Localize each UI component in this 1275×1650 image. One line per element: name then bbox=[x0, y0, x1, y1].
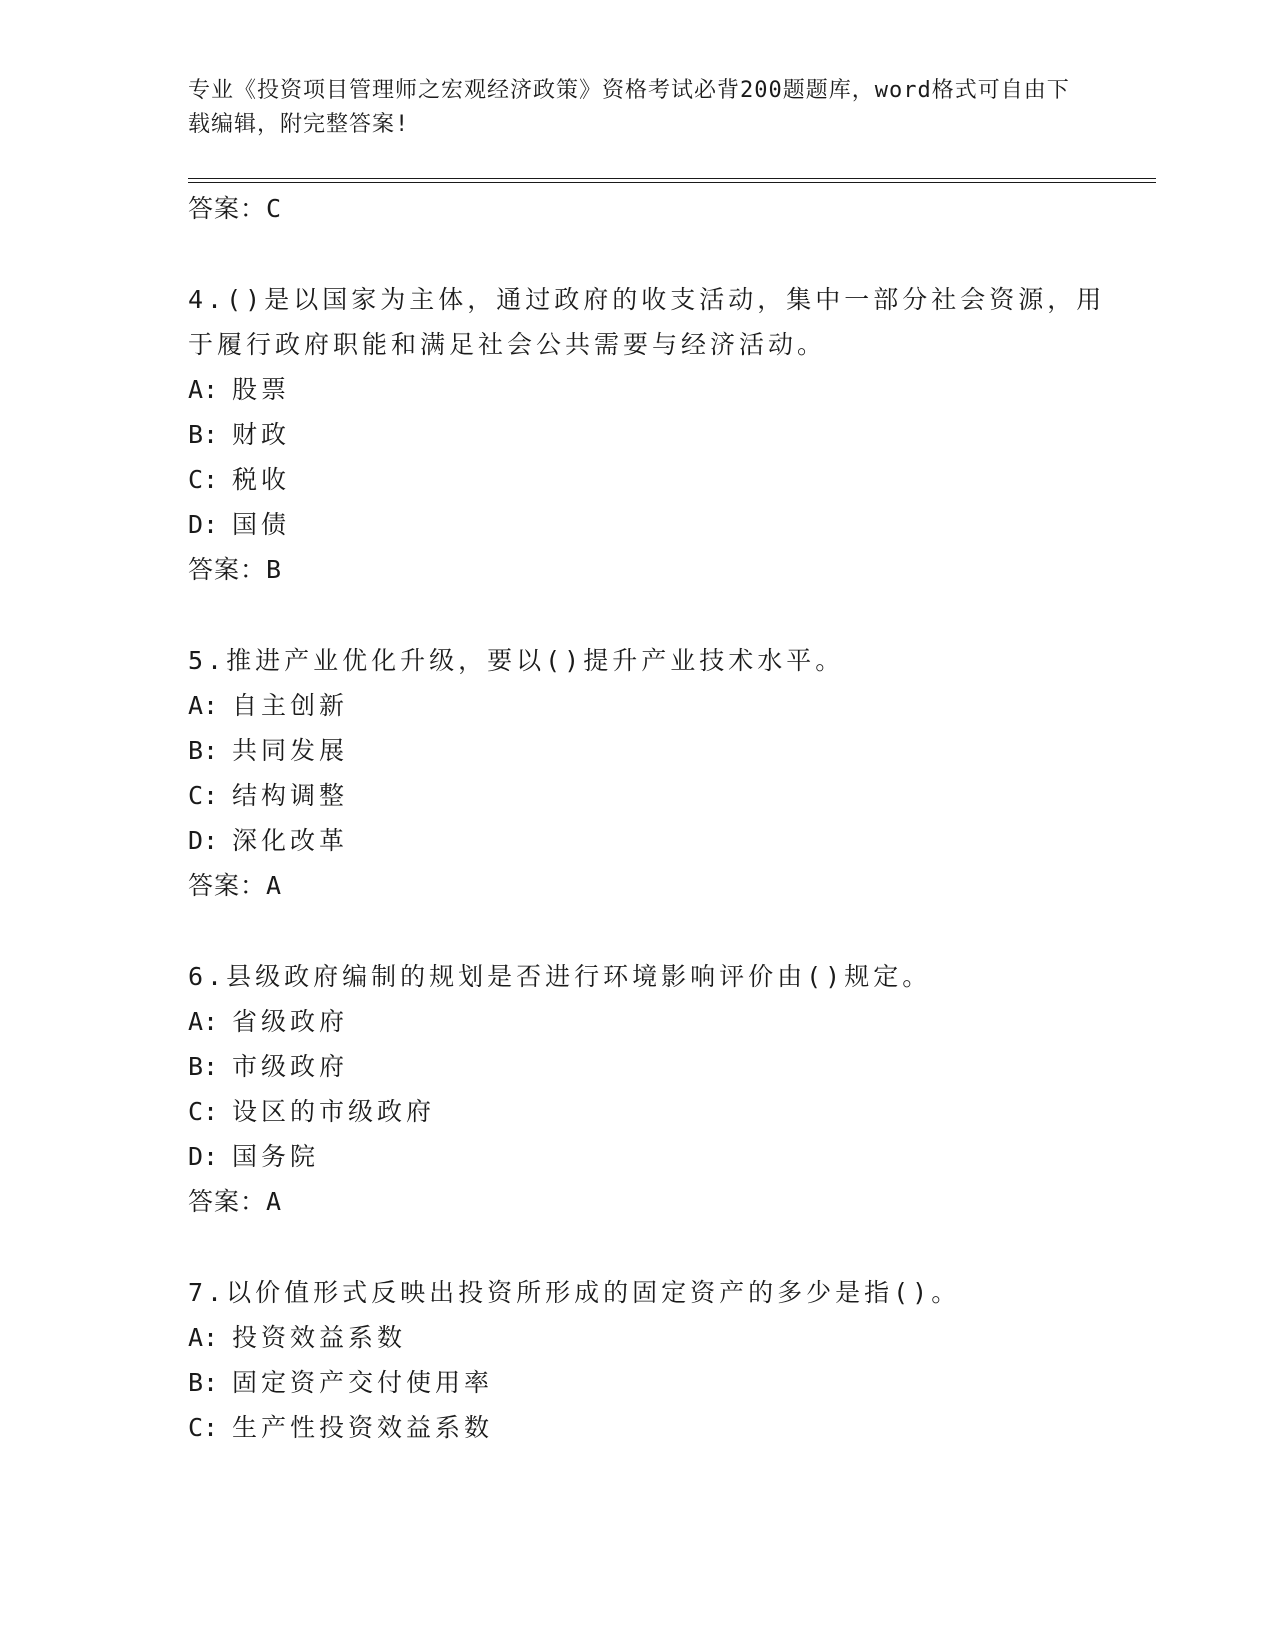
option-text: 设区的市级政府 bbox=[232, 1097, 436, 1126]
option-b bbox=[188, 1044, 1108, 1089]
option-key: C: bbox=[188, 781, 219, 810]
option-a bbox=[188, 367, 1108, 412]
option-text: 省级政府 bbox=[232, 1007, 349, 1036]
option-text: 生产性投资效益系数 bbox=[232, 1413, 494, 1442]
option-key: D: bbox=[188, 510, 219, 539]
option-key: C: bbox=[188, 1097, 219, 1126]
option-text: 投资效益系数 bbox=[232, 1323, 407, 1352]
answer-line: 答案：C bbox=[188, 194, 283, 223]
option-text: 股票 bbox=[232, 375, 291, 404]
option-key: D: bbox=[188, 1142, 219, 1171]
option-text: 共同发展 bbox=[232, 736, 349, 765]
option-b bbox=[188, 412, 1108, 457]
option-d bbox=[188, 502, 1108, 547]
option-key: A: bbox=[188, 1323, 219, 1352]
option-b bbox=[188, 1360, 1108, 1405]
option-text: 自主创新 bbox=[232, 691, 349, 720]
question-item bbox=[188, 638, 1108, 908]
option-key: B: bbox=[188, 420, 219, 449]
option-c bbox=[188, 1405, 1108, 1450]
option-key: B: bbox=[188, 1052, 219, 1081]
option-c bbox=[188, 1089, 1108, 1134]
question-text: 7.以价值形式反映出投资所形成的固定资产的多少是指()。 bbox=[188, 1278, 961, 1307]
question-item bbox=[188, 954, 1108, 1224]
option-text: 财政 bbox=[232, 420, 291, 449]
option-text: 市级政府 bbox=[232, 1052, 349, 1081]
option-d bbox=[188, 818, 1108, 863]
option-key: C: bbox=[188, 465, 219, 494]
option-b bbox=[188, 728, 1108, 773]
answer-line: 答案：A bbox=[188, 1187, 283, 1216]
answer-line: 答案：B bbox=[188, 555, 283, 584]
option-key: C: bbox=[188, 1413, 219, 1442]
question-text: 5.推进产业优化升级，要以()提升产业技术水平。 bbox=[188, 646, 845, 675]
question-text: 6.县级政府编制的规划是否进行环境影响评价由()规定。 bbox=[188, 962, 932, 991]
option-text: 国务院 bbox=[232, 1142, 320, 1171]
option-text: 固定资产交付使用率 bbox=[232, 1368, 494, 1397]
option-key: B: bbox=[188, 1368, 219, 1397]
option-a bbox=[188, 1315, 1108, 1360]
document-header: 专业《投资项目管理师之宏观经济政策》资格考试必背200题题库，word格式可自由下载编辑，附完整答案! bbox=[188, 78, 1070, 137]
option-text: 国债 bbox=[232, 510, 291, 539]
option-c bbox=[188, 773, 1108, 818]
question-text: 4.()是以国家为主体，通过政府的收支活动，集中一部分社会资源，用于履行政府职能和满足社会公共需要与经济活动。 bbox=[188, 285, 1106, 359]
option-d bbox=[188, 1134, 1108, 1179]
option-key: A: bbox=[188, 691, 219, 720]
question-item bbox=[188, 277, 1108, 592]
option-a bbox=[188, 683, 1108, 728]
question-list bbox=[188, 186, 1108, 1450]
option-key: A: bbox=[188, 375, 219, 404]
question-item bbox=[188, 1270, 1108, 1450]
header-divider bbox=[188, 178, 1156, 183]
option-a bbox=[188, 999, 1108, 1044]
option-text: 深化改革 bbox=[232, 826, 349, 855]
option-key: D: bbox=[188, 826, 219, 855]
option-text: 税收 bbox=[232, 465, 291, 494]
option-text: 结构调整 bbox=[232, 781, 349, 810]
option-key: B: bbox=[188, 736, 219, 765]
answer-line: 答案：A bbox=[188, 871, 283, 900]
option-c bbox=[188, 457, 1108, 502]
option-key: A: bbox=[188, 1007, 219, 1036]
